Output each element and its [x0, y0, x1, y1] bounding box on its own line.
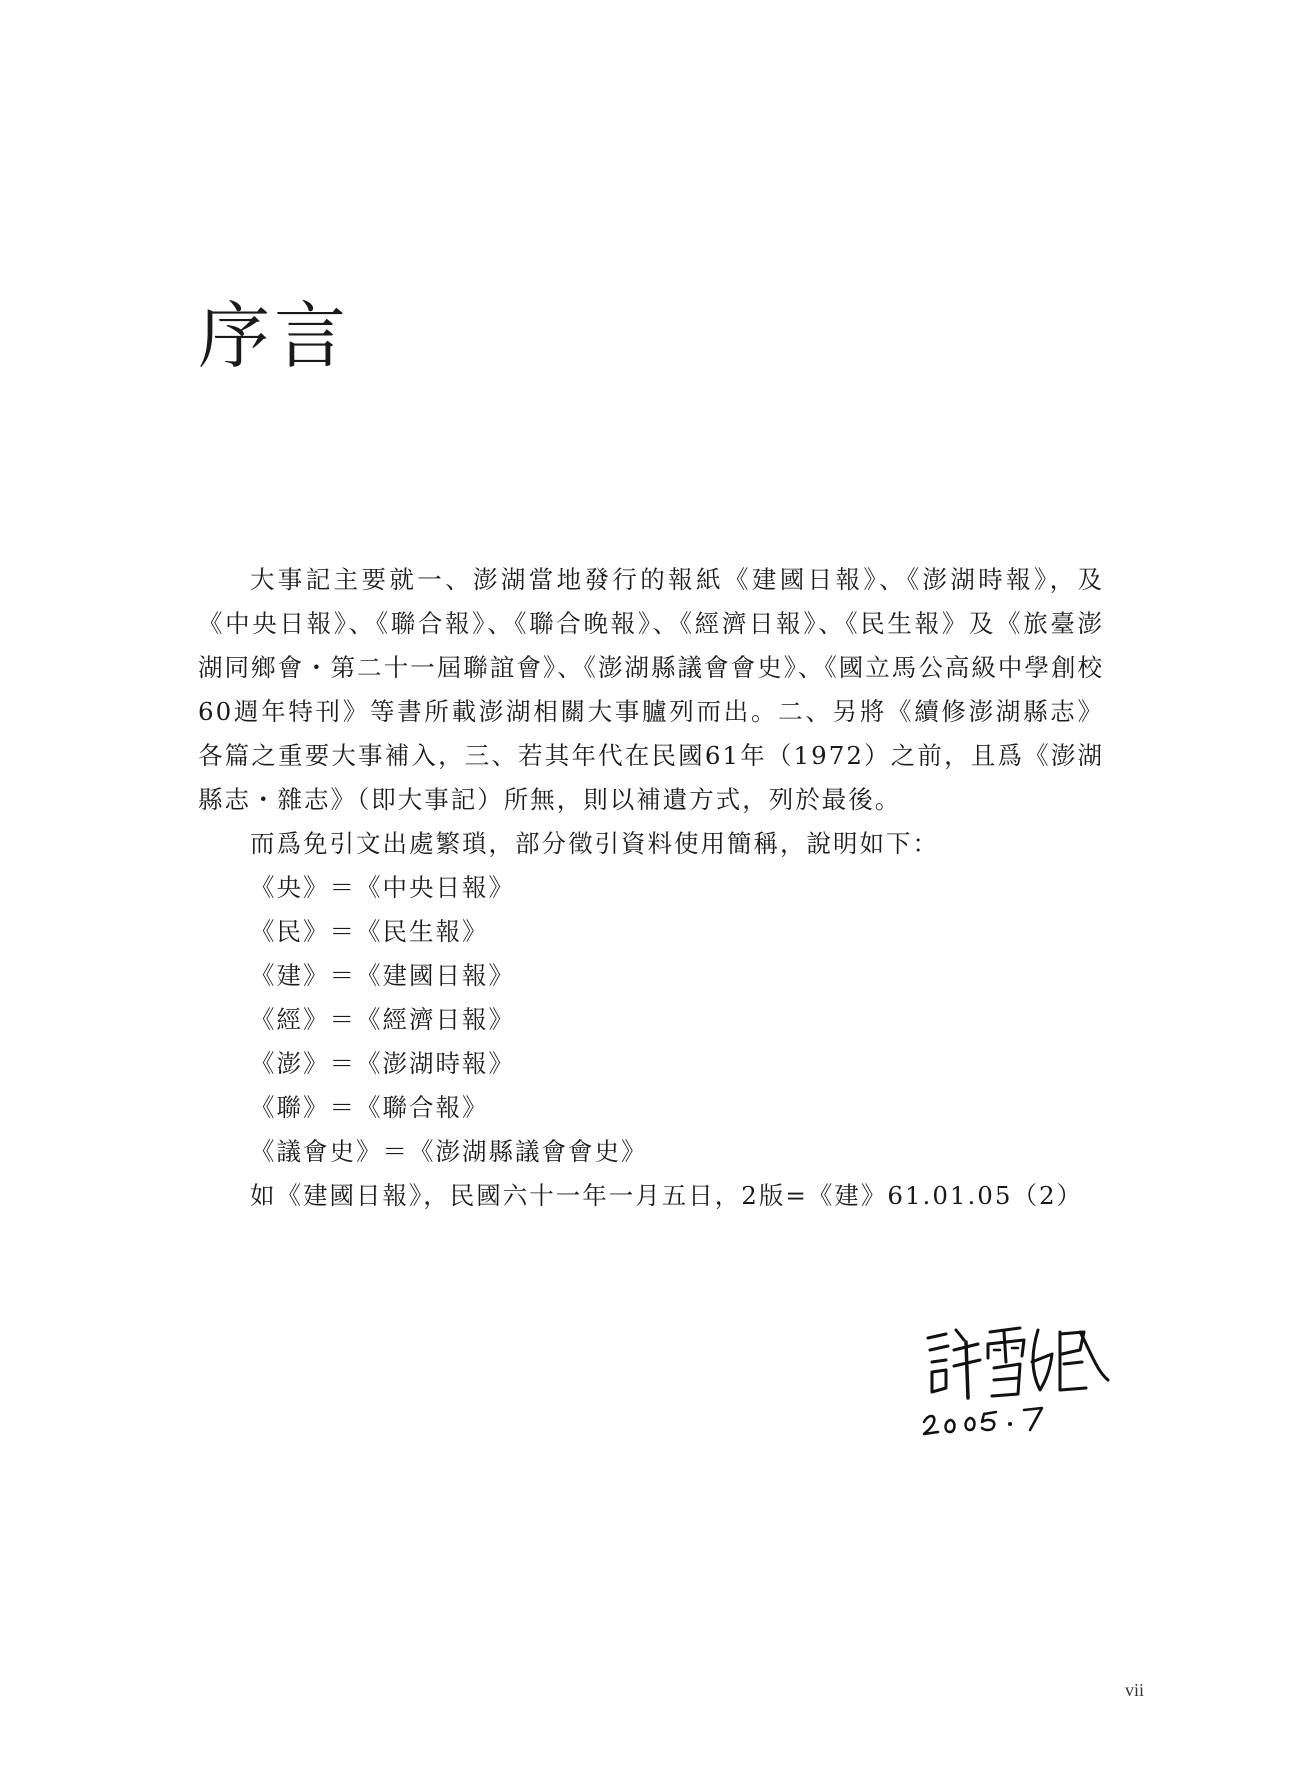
body-text: [198, 558, 1104, 1218]
abbreviation-item: 《澎》＝《澎湖時報》: [250, 1049, 515, 1078]
page-number: vii: [1125, 1680, 1145, 1700]
abbreviation-item: 《建》＝《建國日報》: [250, 961, 515, 990]
handwritten-signature: [920, 1310, 1120, 1440]
abbreviation-item: 《央》＝《中央日報》: [250, 873, 515, 902]
abbreviation-item: 《聯》＝《聯合報》: [250, 1093, 489, 1122]
abbreviation-intro: 而爲免引文出處繁瑣，部分徵引資料使用簡稱，說明如下：: [250, 829, 939, 858]
citation-example: 如《建國日報》，民國六十一年一月五日，2版=《建》61.01.05（2）: [250, 1181, 1084, 1210]
abbreviation-item: 《民》＝《民生報》: [250, 917, 489, 946]
abbreviation-item: 《議會史》＝《澎湖縣議會會史》: [250, 1137, 648, 1166]
intro-paragraph: 大事記主要就一、澎湖當地發行的報紙《建國日報》、《澎湖時報》，及《中央日報》、《聯合報》、《聯合晚報》、《經濟日報》、《民生報》及《旅臺澎湖同鄉會・第二十一屆聯誼會》、《澎湖縣議會會史》、《國立馬公高級中學創校60週年特刊》等書所載澎湖相關大事臚列而出。二、另將《續修澎湖縣志》各篇之重要大事補入，三、若其年代在民國61年（1972）之前，且爲《澎湖縣志・雜志》（即大事記）所無，則以補遺方式，列於最後。: [198, 565, 1104, 814]
page-title: 序言: [198, 294, 351, 378]
abbreviation-item: 《經》＝《經濟日報》: [250, 1005, 515, 1034]
abbreviation-list: [198, 866, 1104, 1174]
